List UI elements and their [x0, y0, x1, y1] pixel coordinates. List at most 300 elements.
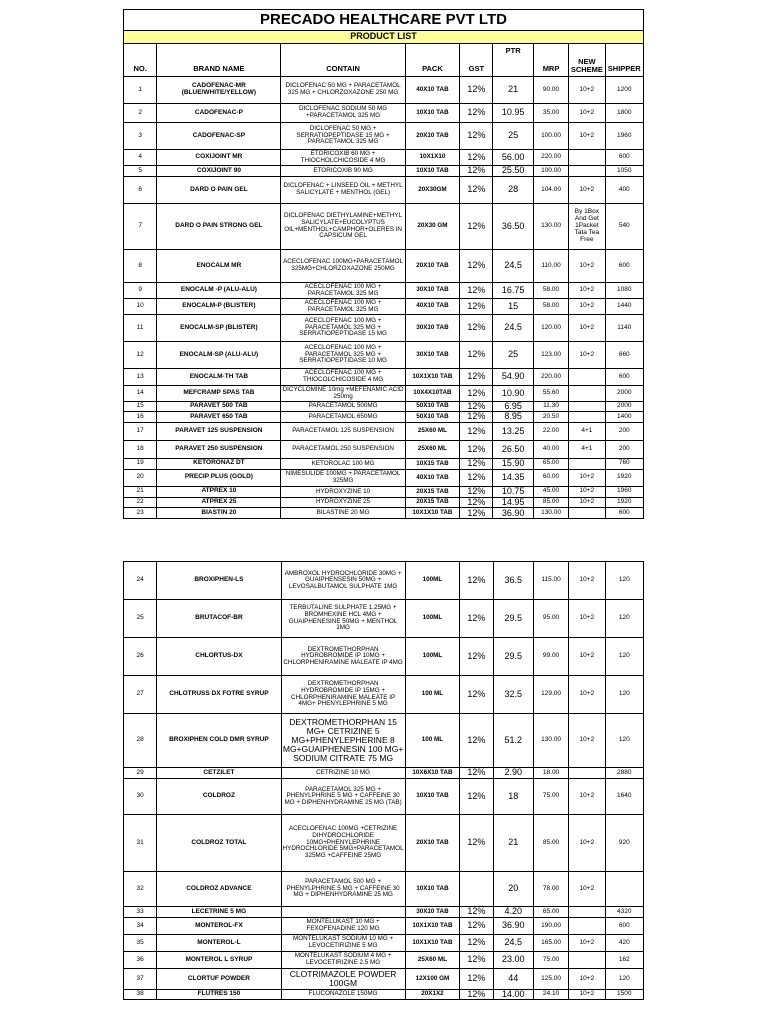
cell-gst: 12% [460, 440, 493, 458]
cell-brand: MONTEROL-L [157, 935, 281, 952]
cell-scheme: 10+2 [569, 177, 605, 204]
cell-pack: 20X15 TAB [405, 497, 460, 507]
cell-brand: CADOFENAC-MR (BLUE/WHITE/YELLOW) [157, 77, 281, 104]
cell-shipper: 120 [605, 638, 643, 676]
cell-shipper: 120 [605, 600, 643, 638]
cell-scheme: 4+1 [569, 440, 605, 458]
col-shipper: SHIPPER [605, 44, 643, 77]
table-row [124, 402, 644, 412]
cell-scheme: 10+2 [569, 990, 605, 1000]
cell-contain: ETORICOXIB 60 MG + THIOCHOLCHICOSIDE 4 MG [281, 150, 405, 166]
cell-no: 33 [124, 907, 157, 918]
cell-gst: 12% [460, 150, 493, 166]
cell-contain: DEXTROMETHORPHAN HYDROBROMIDE IP 15MG + CHLORPHENIRAMINE MALEATE IP 4MG+ PHENYLEPHRINE 5 MG [281, 676, 405, 714]
cell-shipper: 540 [605, 204, 643, 250]
cell-scheme: 10+2 [569, 283, 605, 299]
col-pack: PACK [405, 44, 460, 77]
cell-ptr: 15.90 [493, 458, 533, 469]
cell-ptr: 26.50 [493, 440, 533, 458]
cell-contain: DICYCLOMINE 10mg +MEFENAMIC ACID 250mg [282, 385, 404, 400]
cell-pack: 20X10 TAB [405, 250, 460, 283]
cell-brand: CHLOTRUSS DX FOTRE SYRUP [157, 676, 281, 714]
cell-no: 27 [124, 676, 157, 714]
cell-pack: 10X1X10 TAB [405, 369, 460, 386]
cell-brand: PRECIP PLUS (GOLD) [157, 469, 281, 486]
cell-ptr: 28 [493, 177, 533, 204]
table-row [124, 497, 644, 507]
cell-ptr: 4.20 [493, 907, 533, 918]
cell-brand: DARD O PAIN GEL [157, 177, 281, 204]
cell-ptr: 29.5 [493, 638, 533, 676]
cell-brand: ENOCALM-SP (BLISTER) [157, 315, 281, 342]
table-row [124, 177, 644, 204]
cell-scheme: 10+2 [569, 872, 605, 907]
cell-scheme: 10+2 [569, 638, 605, 676]
cell-brand: ATPREX 25 [157, 497, 281, 507]
table-row [124, 250, 644, 283]
cell-pack: 100ML [405, 638, 460, 676]
cell-mrp: 58.00 [533, 299, 568, 315]
cell-brand: PARAVET 650 TAB [157, 412, 281, 422]
cell-mrp: 90.00 [533, 77, 568, 104]
cell-shipper: 400 [605, 177, 643, 204]
cell-shipper: 120 [605, 714, 643, 768]
cell-scheme [569, 369, 605, 386]
cell-shipper: 600 [605, 369, 643, 386]
table-row [124, 458, 644, 469]
cell-contain: ACECLOFENAC 100MG+PARACETAMOL 325MG+CHLORZOXAZONE 250MG [281, 250, 405, 283]
cell-brand: PARAVET 500 TAB [157, 402, 281, 412]
table-row [124, 969, 644, 990]
cell-no: 30 [124, 779, 157, 815]
cell-ptr: 36.90 [493, 508, 533, 519]
cell-ptr: 10.95 [493, 104, 533, 123]
cell-scheme [569, 166, 605, 177]
cell-contain: ACECLOFENAC 100 MG + PARACETAMOL 325 MG + SERRATIOPEPTIDASE 15 MG [281, 315, 405, 342]
cell-pack: 30X10 TAB [405, 342, 460, 369]
cell-shipper: 1500 [605, 990, 643, 1000]
cell-scheme: 10+2 [569, 77, 605, 104]
cell-no: 25 [124, 600, 157, 638]
cell-pack: 50X10 TAB [405, 412, 460, 422]
cell-scheme: 10+2 [569, 676, 605, 714]
cell-brand: ENOCALM-SP (ALU-ALU) [157, 342, 281, 369]
cell-no: 16 [124, 412, 157, 422]
cell-mrp: 130.00 [533, 508, 568, 519]
cell-mrp: 58.00 [533, 283, 568, 299]
cell-contain: ACECLOFENAC 100MG +CETRIZINE DIHYDROCHLORIDE 10MG+PHENYLEPHRINE HYDROCHLORIDE 5MG+PARACETAMOL 325MG +CAFFEINE 25MG [281, 815, 405, 872]
cell-brand: MONTEROL L SYRUP [157, 952, 281, 969]
table-row [124, 77, 644, 104]
col-gst: GST [460, 44, 493, 77]
cell-mrp: 104.00 [533, 177, 568, 204]
cell-contain: PARACETAMOL 500 MG + PHENYLPHRINE 5 MG + CAFFEINE 30 MG + DIPHENHYDRAMINE 25 MG [281, 872, 405, 907]
table-row [124, 104, 644, 123]
cell-scheme: 10+2 [569, 562, 605, 600]
cell-shipper: 920 [605, 815, 643, 872]
cell-contain: FLUCONAZOLE 150MG [281, 990, 405, 1000]
table-row [124, 440, 644, 458]
cell-shipper: 1960 [605, 123, 643, 150]
cell-contain: ACECLOFENAC 100 MG + PARACETAMOL 325 MG + SERRATIOPEPTIDASE 10 MG [281, 342, 405, 369]
cell-no: 34 [124, 918, 157, 935]
cell-gst: 12% [460, 935, 493, 952]
cell-mrp: 130.00 [533, 204, 568, 250]
cell-contain: DICLOFENAC 50 MG + PARACETAMOL 325 MG + CHLORZOXAZONE 250 MG [281, 77, 405, 104]
cell-no: 26 [124, 638, 157, 676]
cell-ptr: 36.50 [493, 204, 533, 250]
cell-brand: ENOCALM-P (BLISTER) [157, 299, 281, 315]
cell-ptr: 15 [493, 299, 533, 315]
cell-mrp: 100.00 [533, 123, 568, 150]
cell-scheme: By 1Box And Get 1Packet Tata Tea Free [569, 204, 605, 250]
cell-ptr: 20 [493, 872, 533, 907]
cell-brand: COLDROZ ADVANCE [157, 872, 281, 907]
cell-contain: BILASTINE 20 MG [281, 508, 405, 519]
cell-gst: 12% [460, 177, 493, 204]
cell-no: 24 [124, 562, 157, 600]
cell-no: 7 [124, 204, 157, 250]
table-row [124, 815, 644, 872]
cell-shipper: 600 [605, 250, 643, 283]
cell-scheme: 10+2 [569, 486, 605, 497]
cell-no: 13 [124, 369, 157, 386]
cell-no: 14 [124, 386, 157, 402]
table-row [124, 562, 644, 600]
cell-contain: HYDROXYZINE 10 [281, 486, 405, 497]
cell-brand: ENOCALM -P (ALU-ALU) [157, 283, 281, 299]
cell-pack: 10X1X10 TAB [405, 508, 460, 519]
cell-mrp: 125.00 [533, 969, 568, 990]
cell-shipper: 1200 [605, 77, 643, 104]
cell-gst: 12% [460, 283, 493, 299]
cell-mrp: 123.00 [533, 342, 568, 369]
cell-contain: DICLOFENAC SODIUM 50 MG +PARACETAMOL 325 MG [281, 104, 405, 123]
cell-contain: ACECLOFENAC 100 MG + THIOCOLCHICOSIDE 4 MG [281, 369, 405, 386]
cell-brand: COLDROZ TOTAL [157, 815, 281, 872]
cell-scheme [569, 508, 605, 519]
cell-mrp: 24.10 [533, 990, 568, 1000]
cell-scheme: 10+2 [569, 969, 605, 990]
cell-mrp: 165.00 [533, 935, 568, 952]
cell-no: 38 [124, 990, 157, 1000]
cell-pack: 20X15 TAB [405, 486, 460, 497]
cell-ptr: 21 [493, 815, 533, 872]
cell-no: 23 [124, 508, 157, 519]
cell-gst: 12% [460, 815, 493, 872]
cell-contain: PARACETAMOL 500MG [281, 402, 405, 412]
cell-scheme [569, 402, 605, 412]
cell-no: 17 [124, 422, 157, 440]
cell-scheme [569, 412, 605, 422]
cell-ptr: 18 [493, 779, 533, 815]
col-contain: CONTAIN [281, 44, 405, 77]
cell-ptr: 14.00 [493, 990, 533, 1000]
cell-pack: 10X10 TAB [405, 166, 460, 177]
col-no: NO. [124, 44, 157, 77]
cell-gst: 12% [460, 369, 493, 386]
cell-pack: 40X10 TAB [405, 299, 460, 315]
cell-ptr: 32.5 [493, 676, 533, 714]
cell-shipper: 1640 [605, 779, 643, 815]
cell-scheme: 10+2 [569, 315, 605, 342]
cell-shipper: 200 [605, 422, 643, 440]
cell-mrp: 130.00 [533, 714, 568, 768]
cell-brand: MEFCRAMP SPAS TAB [157, 386, 281, 402]
cell-mrp: 220.00 [533, 369, 568, 386]
cell-gst: 12% [460, 497, 493, 507]
cell-pack: 30X10 TAB [405, 907, 460, 918]
cell-shipper: 1920 [605, 497, 643, 507]
cell-brand: DARD O PAIN STRONG GEL [157, 204, 281, 250]
cell-gst [460, 872, 493, 907]
cell-mrp: 129.00 [533, 676, 568, 714]
cell-ptr: 29.5 [493, 600, 533, 638]
cell-pack: 50X10 TAB [405, 402, 460, 412]
cell-contain: PARACETAMOL 125 SUSPENSION [281, 422, 405, 440]
header-row [124, 44, 644, 77]
cell-ptr: 6.95 [493, 402, 533, 412]
cell-gst: 12% [460, 907, 493, 918]
cell-gst: 12% [460, 402, 493, 412]
cell-gst: 12% [460, 386, 493, 402]
cell-gst: 12% [460, 315, 493, 342]
cell-pack: 40X10 TAB [405, 469, 460, 486]
cell-pack: 100ML [405, 600, 460, 638]
cell-pack: 10X6X10 TAB [405, 768, 460, 779]
cell-mrp: 65.00 [533, 458, 568, 469]
cell-scheme [569, 952, 605, 969]
table-row [124, 422, 644, 440]
cell-shipper: 660 [605, 342, 643, 369]
cell-pack: 25X60 ML [405, 440, 460, 458]
cell-pack: 10X4X10TAB [405, 386, 460, 402]
cell-gst: 12% [460, 77, 493, 104]
cell-ptr: 14.35 [493, 469, 533, 486]
cell-ptr: 25 [493, 123, 533, 150]
cell-gst: 12% [460, 204, 493, 250]
cell-brand: BROXIPHEN COLD DMR SYRUP [157, 714, 281, 768]
cell-no: 36 [124, 952, 157, 969]
cell-gst: 12% [460, 166, 493, 177]
cell-contain: NIMESULIDE 100MG + PARACETAMOL 325MG [281, 469, 405, 486]
product-table-1 [123, 9, 644, 519]
cell-pack: 100 ML [405, 714, 460, 768]
cell-mrp: 75.00 [533, 952, 568, 969]
cell-no: 2 [124, 104, 157, 123]
cell-shipper: 1400 [605, 412, 643, 422]
cell-pack: 12X100 GM [405, 969, 460, 990]
cell-contain: MONTELUKAST SODIUM 4 MG + LEVOCETIRIZINE 2.5 MG [281, 952, 405, 969]
cell-gst: 12% [460, 412, 493, 422]
cell-gst: 12% [460, 458, 493, 469]
cell-ptr: 56.00 [493, 150, 533, 166]
table-row [124, 600, 644, 638]
cell-scheme: 10+2 [569, 104, 605, 123]
table-row [124, 283, 644, 299]
cell-contain: PARACETAMOL 650MG [281, 412, 405, 422]
cell-contain: DEXTROMETHORPHAN HYDROBROMIDE IP 10MG + CHLORPHENIRAMINE MALEATE IP 4MG [281, 638, 405, 676]
cell-scheme [569, 918, 605, 935]
cell-ptr: 54.90 [493, 369, 533, 386]
cell-pack: 20X10 TAB [405, 815, 460, 872]
cell-contain: ACECLOFENAC 100 MG + PARACETAMOL 325 MG [281, 299, 405, 315]
cell-no: 28 [124, 714, 157, 768]
cell-mrp: 85.00 [533, 497, 568, 507]
cell-brand: ENOCALM-TH TAB [157, 369, 281, 386]
cell-mrp: 60.00 [533, 469, 568, 486]
table-row [124, 315, 644, 342]
cell-pack: 25X60 ML [405, 422, 460, 440]
cell-brand: COXIJOINT MR [157, 150, 281, 166]
cell-contain: DEXTROMETHORPHAN 15 MG+ CETRIZINE 5 MG+PHENYLEPHERINE 8 MG+GUAIPHENESIN 100 MG+ SODIUM CITRATE 75 MG [281, 714, 405, 768]
cell-brand: COLDROZ [157, 779, 281, 815]
cell-brand: BROXIPHEN-LS [157, 562, 281, 600]
cell-shipper: 1920 [605, 469, 643, 486]
cell-brand: PARAVET 250 SUSPENSION [157, 440, 281, 458]
cell-contain: KETOROLAC 100 MG [281, 458, 405, 469]
cell-contain: PARACETAMOL 325 MG + PHENYLPHRINE 5 MG + CAFFEINE 30 MG + DIPHENHYDRAMINE 25 MG (TAB) [281, 779, 405, 815]
cell-gst: 12% [460, 508, 493, 519]
cell-brand: COXIJOINT 90 [157, 166, 281, 177]
table-row [124, 299, 644, 315]
cell-no: 6 [124, 177, 157, 204]
cell-pack: 10X10 TAB [405, 779, 460, 815]
cell-ptr: 25.50 [493, 166, 533, 177]
cell-pack: 20X30GM [405, 177, 460, 204]
cell-no: 12 [124, 342, 157, 369]
table-row [124, 952, 644, 969]
cell-scheme: 10+2 [569, 497, 605, 507]
cell-no: 9 [124, 283, 157, 299]
table-row [124, 676, 644, 714]
cell-mrp: 95.00 [533, 600, 568, 638]
cell-shipper: 1440 [605, 299, 643, 315]
cell-pack: 25X60 ML [405, 952, 460, 969]
cell-brand: KETORONAZ DT [157, 458, 281, 469]
cell-ptr: 21 [493, 77, 533, 104]
cell-ptr: 13.25 [493, 422, 533, 440]
cell-pack: 10X15 TAB [405, 458, 460, 469]
cell-ptr: 36.90 [493, 918, 533, 935]
cell-shipper: 4320 [605, 907, 643, 918]
cell-gst: 12% [460, 299, 493, 315]
cell-shipper: 600 [605, 150, 643, 166]
table-row [124, 508, 644, 519]
cell-mrp: 99.00 [533, 638, 568, 676]
cell-gst: 12% [460, 250, 493, 283]
table-row [124, 412, 644, 422]
cell-no: 11 [124, 315, 157, 342]
cell-pack: 100 ML [405, 676, 460, 714]
cell-shipper: 1140 [605, 315, 643, 342]
cell-brand: FLUTRES 150 [157, 990, 281, 1000]
cell-brand: CLORTUF POWDER [157, 969, 281, 990]
cell-brand: ATPREX 10 [157, 486, 281, 497]
cell-pack: 10X1X10 [405, 150, 460, 166]
cell-contain [281, 907, 405, 918]
cell-no: 1 [124, 77, 157, 104]
cell-scheme [569, 386, 605, 402]
table-row [124, 369, 644, 386]
cell-contain: DICLOFENAC + LINSEED OIL + METHYL SALICYLATE + MENTHOL (GEL) [281, 177, 405, 204]
cell-brand: LECETRINE 5 MG [157, 907, 281, 918]
cell-mrp: 55.60 [533, 386, 568, 402]
cell-gst: 12% [460, 486, 493, 497]
cell-mrp: 18.00 [533, 768, 568, 779]
cell-scheme: 10+2 [569, 815, 605, 872]
cell-gst: 12% [460, 638, 493, 676]
cell-pack: 10X10 TAB [405, 872, 460, 907]
cell-ptr: 25 [493, 342, 533, 369]
cell-brand: CHLORTUS-DX [157, 638, 281, 676]
cell-scheme [569, 907, 605, 918]
table-row [124, 486, 644, 497]
col-mrp: MRP [533, 44, 568, 77]
cell-pack: 10X1X10 TAB [405, 935, 460, 952]
cell-shipper: 600 [605, 918, 643, 935]
cell-scheme: 10+2 [569, 714, 605, 768]
cell-gst: 12% [460, 779, 493, 815]
cell-scheme: 10+2 [569, 935, 605, 952]
cell-contain: CETRIZINE 10 MG [281, 768, 405, 779]
cell-contain: TERBUTALINE SULPHATE 1.25MG + BROMHEXINE HCL 4MG + GUAIPHENESINE 50MG + MENTHOL 1MG [281, 600, 405, 638]
cell-shipper: 120 [605, 676, 643, 714]
cell-ptr: 44 [493, 969, 533, 990]
cell-brand: MONTEROL-FX [157, 918, 281, 935]
cell-shipper: 420 [605, 935, 643, 952]
cell-ptr: 24.5 [493, 315, 533, 342]
cell-ptr: 10.90 [493, 386, 533, 402]
cell-mrp: 190.00 [533, 918, 568, 935]
cell-no: 35 [124, 935, 157, 952]
cell-brand: BRUTACOF-BR [157, 600, 281, 638]
cell-contain: MONTELUKAST 10 MG + FEXOFENADINE 120 MG [281, 918, 405, 935]
cell-pack: 30X10 TAB [405, 315, 460, 342]
cell-mrp: 85.00 [533, 815, 568, 872]
cell-mrp: 11.30 [533, 402, 568, 412]
cell-contain: ACECLOFENAC 100 MG + PARACETAMOL 325 MG [281, 283, 405, 299]
table-row [124, 918, 644, 935]
table-row [124, 204, 644, 250]
cell-gst: 12% [460, 714, 493, 768]
cell-brand: BIASTIN 20 [157, 508, 281, 519]
cell-scheme: 10+2 [569, 299, 605, 315]
cell-shipper: 1800 [605, 104, 643, 123]
cell-pack: 30X10 TAB [405, 283, 460, 299]
cell-scheme: 10+2 [569, 342, 605, 369]
cell-shipper: 2000 [605, 386, 643, 402]
cell-ptr: 23.00 [493, 952, 533, 969]
table-row [124, 386, 644, 402]
cell-gst: 12% [460, 342, 493, 369]
cell-pack: 20X1X2 [405, 990, 460, 1000]
cell-mrp: 40.00 [533, 440, 568, 458]
cell-mrp: 100.00 [533, 166, 568, 177]
cell-pack: 40X10 TAB [405, 77, 460, 104]
cell-gst: 12% [460, 918, 493, 935]
cell-shipper: 162 [605, 952, 643, 969]
cell-no: 32 [124, 872, 157, 907]
cell-no: 21 [124, 486, 157, 497]
cell-ptr: 16.75 [493, 283, 533, 299]
cell-scheme: 10+2 [569, 469, 605, 486]
cell-mrp: 75.00 [533, 779, 568, 815]
cell-no: 22 [124, 497, 157, 507]
cell-no: 19 [124, 458, 157, 469]
table-row [124, 768, 644, 779]
cell-scheme [569, 150, 605, 166]
